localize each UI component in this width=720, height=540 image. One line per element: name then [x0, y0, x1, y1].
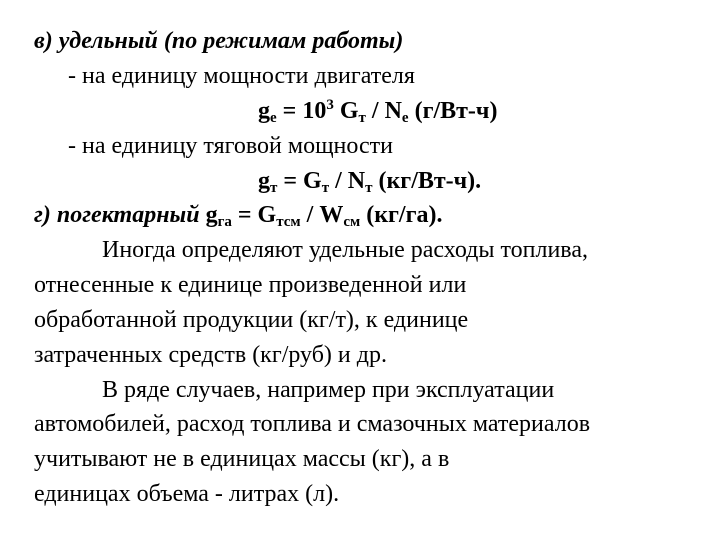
formula-per-hectare: $g_{га} = G_{тсм} / W_{см}$ (кг/га). — [205, 202, 443, 230]
item-traction-power: - на единицу тяговой мощности — [68, 133, 393, 159]
paragraph1-line: обработанной продукции (кг/т), к единице — [34, 307, 469, 333]
heading-specific: в) удельный (по режимам работы) — [34, 28, 404, 54]
paragraph1-line: отнесенные к единице произведенной или — [34, 272, 467, 298]
heading-per-hectare-row — [34, 200, 442, 230]
heading-per-hectare: г) погектарный — [34, 202, 200, 228]
paragraph1-line: Иногда определяют удельные расходы топлива, — [102, 237, 588, 263]
paragraph2-line: единицах объема - литрах (л). — [34, 481, 340, 507]
item-engine-power: - на единицу мощности двигателя — [68, 63, 415, 89]
formula-engine: $g_е = 10^3$ $G_т / N_е$ (г/Вт-ч) — [258, 97, 498, 126]
paragraph2-line: учитывают не в единицах массы (кг), а в — [34, 446, 450, 472]
paragraph1-line: затраченных средств (кг/руб) и др. — [34, 342, 387, 368]
paragraph2-line: автомобилей, расход топлива и смазочных материалов — [34, 411, 591, 437]
formula-traction: $g_т = G_т / N_т$ (кг/Вт-ч). — [258, 168, 482, 196]
paragraph2-line: В ряде случаев, например при эксплуатации — [102, 377, 555, 403]
